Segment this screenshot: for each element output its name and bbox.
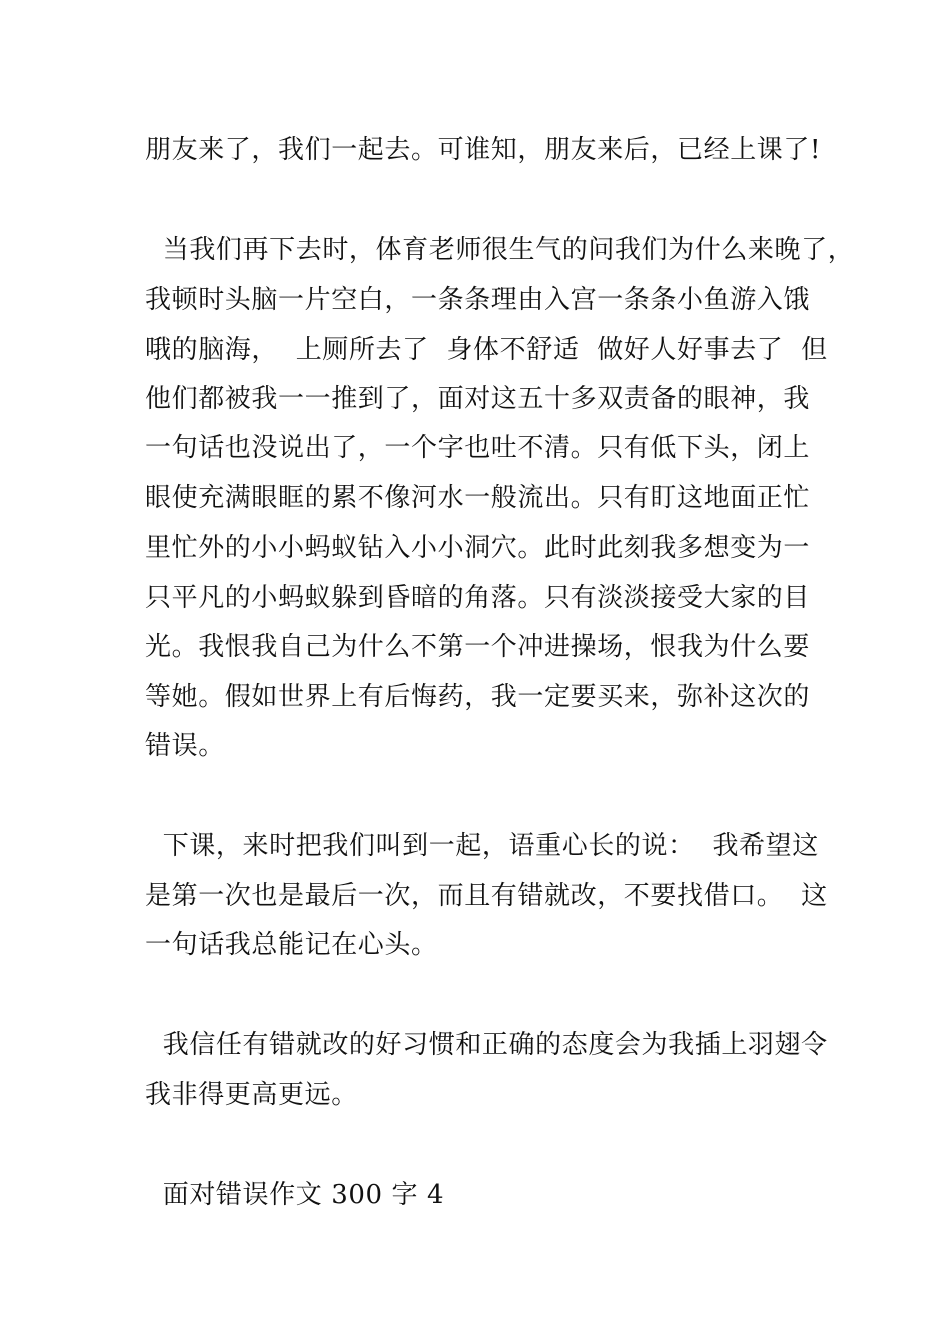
text-line: 朋友来了，我们一起去。可谁知，朋友来后，已经上课了!: [145, 135, 822, 165]
text-line: 他们都被我一一推到了，面对这五十多双责备的眼神，我: [145, 384, 811, 414]
text-line: 光。我恨我自己为什么不第一个冲进操场，恨我为什么要: [145, 632, 811, 662]
section-heading: 面对错误作文 300 字 4: [145, 1180, 445, 1210]
text-line: 眼使充满眼眶的累不像河水一般流出。只有盯这地面正忙: [145, 483, 811, 513]
text-line: 下课，来时把我们叫到一起，语重心长的说： 我希望这: [145, 831, 819, 861]
text-line: 我顿时头脑一片空白，一条条理由入宫一条条小鱼游入饿: [145, 285, 811, 315]
text-line: 哦的脑海， 上厕所去了 身体不舒适 做好人好事去了 但: [145, 335, 828, 365]
text-line: 里忙外的小小蚂蚁钻入小小洞穴。此时此刻我多想变为一: [145, 533, 811, 563]
text-line: 我非得更高更远。: [145, 1080, 358, 1110]
text-line: 只平凡的小蚂蚁躲到昏暗的角落。只有淡淡接受大家的目: [145, 583, 811, 613]
text-line: 等她。假如世界上有后悔药，我一定要买来，弥补这次的: [145, 682, 811, 712]
text-line: 错误。: [145, 731, 225, 761]
text-line: 是第一次也是最后一次，而且有错就改，不要找借口。 这: [145, 881, 828, 911]
text-line: 一句话也没说出了，一个字也吐不清。只有低下头，闭上: [145, 433, 811, 463]
text-line: 我信任有错就改的好习惯和正确的态度会为我插上羽翅令: [145, 1030, 828, 1060]
text-line: 当我们再下去时，体育老师很生气的问我们为什么来晚了，: [145, 235, 855, 265]
text-line: 一句话我总能记在心头。: [145, 930, 438, 960]
